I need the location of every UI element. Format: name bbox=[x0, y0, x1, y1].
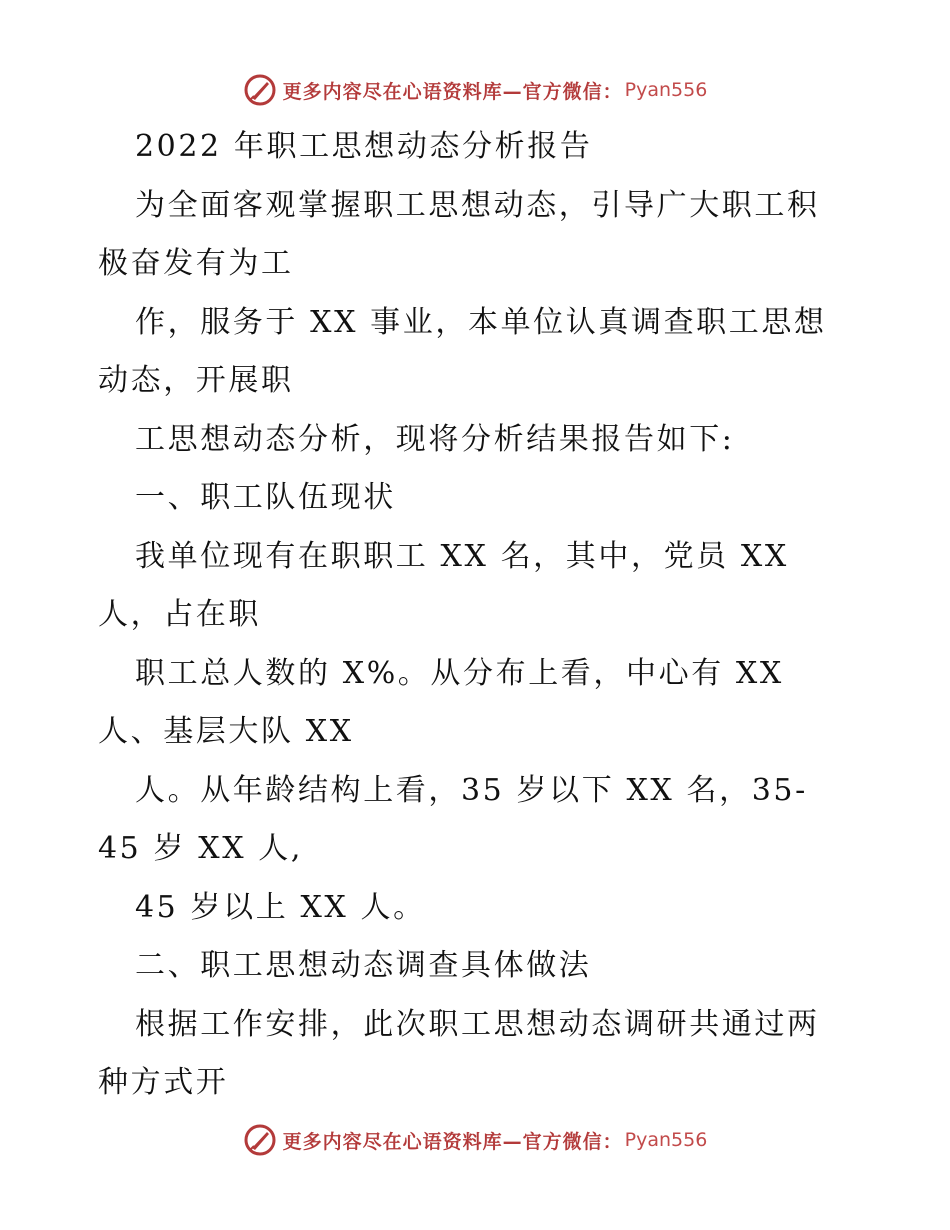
watermark-text: 更多内容尽在心语资料库—官方微信： bbox=[282, 1130, 623, 1153]
document-line: 工思想动态分析，现将分析结果报告如下: bbox=[135, 421, 735, 457]
watermark-wechat-id: Pyan556 bbox=[624, 79, 708, 101]
watermark-wechat-id: Pyan556 bbox=[624, 1129, 708, 1151]
document-line: 二、职工思想动态调查具体做法 bbox=[135, 948, 592, 983]
document-line: 为全面客观掌握职工思想动态，引导广大职工积 bbox=[135, 187, 820, 223]
document-line: 45 岁 XX 人, bbox=[98, 831, 304, 866]
document-line: 45 岁以上 XX 人。 bbox=[135, 889, 426, 925]
document-line: 2022 年职工思想动态分析报告 bbox=[135, 129, 593, 164]
document-line: 人，占在职 bbox=[98, 597, 261, 632]
quill-logo-icon bbox=[243, 1123, 277, 1157]
document-line: 根据工作安排，此次职工思想动态调研共通过两 bbox=[135, 1006, 820, 1042]
document-line: 我单位现有在职职工 XX 名，其中，党员 XX bbox=[135, 538, 789, 574]
document-body bbox=[98, 118, 858, 1113]
document-line: 作，服务于 XX 事业，本单位认真调查职工思想 bbox=[135, 304, 827, 340]
document-line: 动态，开展职 bbox=[98, 363, 294, 398]
document-line: 人。从年龄结构上看，35 岁以下 XX 名，35- bbox=[135, 772, 808, 808]
footer-watermark bbox=[0, 1120, 950, 1160]
quill-logo-icon bbox=[243, 73, 277, 107]
document-line: 一、职工队伍现状 bbox=[135, 480, 396, 515]
document-line: 职工总人数的 X%。从分布上看，中心有 XX bbox=[135, 655, 784, 691]
watermark-text: 更多内容尽在心语资料库—官方微信： bbox=[282, 80, 623, 103]
document-line: 人、基层大队 XX bbox=[98, 714, 354, 749]
header-watermark bbox=[0, 70, 950, 110]
document-line: 种方式开 bbox=[98, 1065, 229, 1100]
document-line: 极奋发有为工 bbox=[98, 246, 294, 281]
